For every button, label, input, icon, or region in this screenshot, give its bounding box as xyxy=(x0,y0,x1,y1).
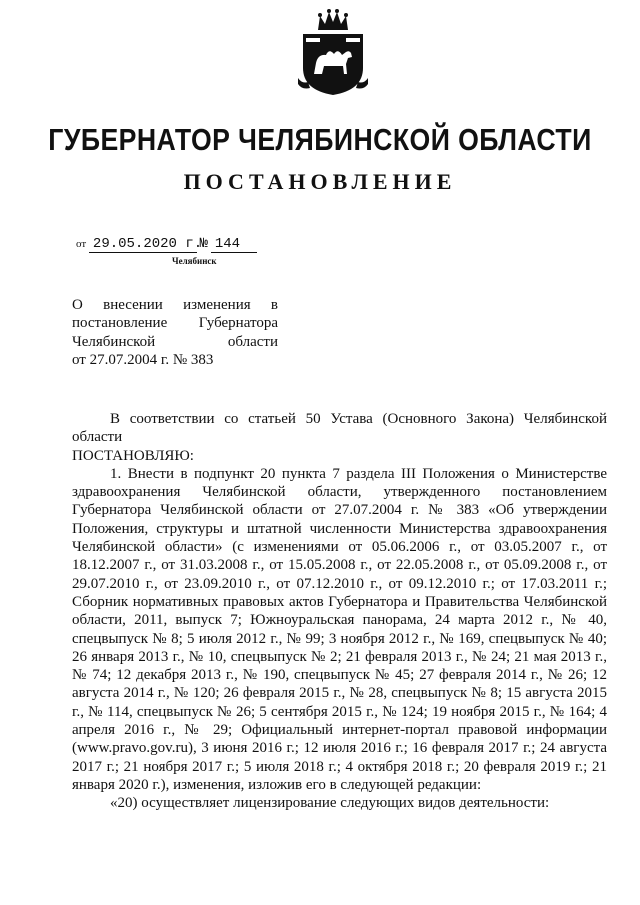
date-prefix: от xyxy=(76,238,87,250)
preamble-paragraph: В соответствии со статьей 50 Устава (Основного Закона) Челябинской области xyxy=(72,411,607,446)
item-1-quote: «20) осуществляет лицензирование следующих видов деятельности: xyxy=(110,795,550,812)
subject-line: О внесении изменения в xyxy=(72,297,278,313)
subject-line: постановление Губернатора xyxy=(72,315,278,332)
registration-line xyxy=(76,236,257,253)
issuing-authority: ГУБЕРНАТОР ЧЕЛЯБИНСКОЙ ОБЛАСТИ xyxy=(48,122,592,157)
document-date: 29.05.2020 г. xyxy=(89,236,197,253)
document-number: 144 xyxy=(211,236,257,253)
subject-line: от 27.07.2004 г. № 383 xyxy=(72,351,214,368)
city-label: Челябинск xyxy=(172,256,217,266)
document-type: ПОСТАНОВЛЕНИЕ xyxy=(183,169,457,194)
document-subject xyxy=(72,296,278,369)
subject-line: Челябинской области xyxy=(72,333,278,350)
item-1-paragraph: 1. Внести в подпункт 20 пункта 7 раздела III Положения о Министерстве здравоохранения Челябинской области, утвержденного постановлением Губернатора Челябинской области от 27.07.2004 г. № 383 «Об утверждении Положения, структуры и штатной численности Министерства здравоохранения Челябинской области» (с изменениями от 05.06.2006 г., от 03.05.2007 г., от 18.12.2007 г., от 31.03.2008 г., от 15.05.2008 г., от 22.05.2008 г., от 05.09.2008 г., от 29.07.2010 г., от 23.09.2010 г., от 07.12.2010 г., от 09.12.2010 г.; от 17.03.2011 г.; Сборник нормативных правовых актов Губернатора и Правительства Челябинской области, 2011, выпуск 7; Южноуральская панорама, 24 марта 2012 г., № 40, спецвыпуск № 8; 5 июля 2012 г., № 99; 3 ноября 2012 г., № 169, спецвыпуск № 40; 26 января 2013 г., № 10, спецвыпуск № 2; 21 февраля 2013 г., № 24; 21 мая 2013 г., № 74; 12 декабря 2013 г., № 190, спецвыпуск № 45; 27 февраля 2014 г., № 26; 12 августа 2014 г., № 120; 26 февраля 2015 г., № 28, спецвыпуск № 8; 15 августа 2015 г., № 114, спецвыпуск № 26; 5 сентября 2015 г., № 124; 19 ноября 2015 г., № 164; 4 апреля 2016 г., № 29; Официальный интернет-портал правовой информации (www.pravo.gov.ru), 3 июня 2016 г.; 12 июля 2016 г.; 16 февраля 2017 г.; 24 августа 2017 г.; 21 ноября 2017 г.; 5 июля 2018 г.; 4 октября 2018 г.; 20 февраля 2019 г.; 21 января 2020 г.), изменения, изложив его в следующей редакции: xyxy=(72,465,607,793)
coat-of-arms-emblem xyxy=(296,8,370,96)
decree-heading: ПОСТАНОВЛЯЮ: xyxy=(72,447,194,464)
document-body xyxy=(72,410,607,813)
number-sign: № xyxy=(199,236,209,252)
